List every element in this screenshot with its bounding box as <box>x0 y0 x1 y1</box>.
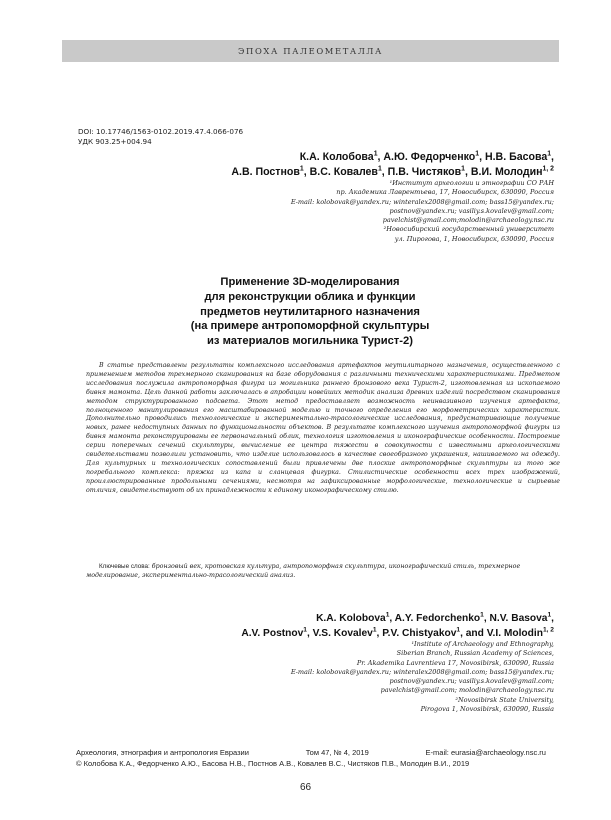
article-title <box>110 275 510 349</box>
doi-line: DOI: 10.17746/1563-0102.2019.47.4.066-076 <box>78 127 244 136</box>
affiliations-ru <box>291 179 554 244</box>
footer-journal-row <box>76 748 546 759</box>
authors-ru-line1: К.А. Колобова$^1$, А.Ю. Федорченко$^1$, Н.В. Басова$^1$, <box>299 150 554 163</box>
author-name: П.В. Чистяков <box>387 166 462 178</box>
affil-line: E-mail: kolobovak@yandex.ru; winteralex2008@gmail.com; bass15@yandex.ru; <box>290 667 554 676</box>
title-line: предметов неутилитарного назначения <box>200 305 420 318</box>
affil-line: pavelchist@gmail.com;molodin@archaeology.nsc.ru <box>382 216 554 225</box>
udc-line: УДК 903.25+004.94 <box>78 136 152 146</box>
affil-sup: 1 <box>373 150 378 158</box>
authors-en-line2: A.V. Postnov$^1$, V.S. Kovalev$^1$, P.V. Chistyakov$^1$, and V.I. Molodin$^{1, 2}$ <box>241 626 554 639</box>
author-name: K.A. Kolobova <box>316 613 386 624</box>
affil-line: ²Новосибирский государственный университет <box>383 225 554 234</box>
journal-volume: Том 47, № 4, 2019 <box>305 748 369 757</box>
affil-sup: 1 <box>377 165 382 173</box>
title-line: Применение 3D-моделирования <box>220 276 400 288</box>
author-name: В.И. Молодин <box>470 166 543 178</box>
affil-line: ул. Пирогова, 1, Новосибирск, 630090, Россия <box>394 234 554 243</box>
author-name: A.V. Postnov <box>241 627 304 639</box>
affil-sup: 1 <box>475 150 480 158</box>
affil-sup: 1 <box>456 626 461 634</box>
author-name: А.В. Постнов <box>231 166 300 178</box>
abstract: В статье представлены результаты комплексного исследования артефактов неутилитарного назначения, осуществленного с применением методов трехмерного сканирования на базе оборудования с различными техническими характеристиками. Предметом исследования послужила антропоморфная фигура из могильника раннего бронзового века Турист-2, изготовленная из ископаемого бивня мамонта. Цель данной работы заключалась в апробации новейших методик анализа древних изделий посредством сканирования методом структурированного подсвета. Этот метод предоставляет возможность неинвазивного изучения артефакта, полноценного манипулирования его масштабированной моделью и точного определения его морфометрических характеристик. Дополнительно проводились технологические и экспериментально-трасологические исследования, предусматривающие получение новых, ранее недоступных данных по функциональности объектов. В результате комплексного изучения антропоморфной фигуры из бивня мамонта реконструированы ее первоначальный облик, технология изготовления и иконографические особенности. Построение серии поперечных сечений скульптуры, вычисление ее центра тяжести в совокупности с известными археологическими свидетельствами позволили установить, что изделие использовалось в качестве своеобразного украшения, нашиваемого на одежду. Для культурных и технологических сопоставлений были привлечены две плоские антропоморфные скульптуры из того же погребального комплекса: пряжка из капа и сланцевая фигурка. Стилистические особенности всех трех изображений, проиллюстрированные продольными сечениями, несмотря на зафиксированные морфологические, технологические и сырьевые отличия, свидетельствуют об их принадлежности к единому иконографическому стилю. <box>86 362 560 494</box>
affil-line: ¹Institute of Archaeology and Ethnography, <box>411 640 554 648</box>
affil-line: Siberian Branch, Russian Academy of Sciences, <box>396 649 554 658</box>
author-name: Н.В. Басова <box>484 151 548 163</box>
affil-sup: 1 <box>299 165 304 173</box>
author-name: A.Y. Fedorchenko <box>394 613 481 624</box>
affil-line: пр. Академика Лаврентьева, 17, Новосибирск, 630090, Россия <box>336 188 554 197</box>
authors-en-line1: K.A. Kolobova$^1$, A.Y. Fedorchenko$^1$, N.V. Basova$^1$, <box>316 611 554 624</box>
copyright-line: © Колобова К.А., Федорченко А.Ю., Басова Н.В., Постнов А.В., Ковалев В.С., Чистяков П.В., Молодин В.И., 2019 <box>76 758 470 768</box>
title-line: (на примере антропоморфной скульптуры <box>190 320 430 333</box>
affil-sup: 1 <box>480 611 484 619</box>
authors-ru-line2: А.В. Постнов$^1$, В.С. Ковалев$^1$, П.В. Чистяков$^1$, В.И. Молодин$^{1, 2}$ <box>231 165 554 178</box>
journal-name: Археология, этнография и антропология Евразии <box>76 748 249 757</box>
affil-line: postnov@yandex.ru; vasiliy.s.kovalev@gmail.com; <box>389 206 554 215</box>
footer <box>76 748 546 769</box>
section-title: ЭПОХА ПАЛЕОМЕТАЛЛА <box>238 46 383 56</box>
author-name: А.Ю. Федорченко <box>383 151 476 163</box>
author-name: N.V. Basova <box>489 613 548 624</box>
author-name: P.V. Chistyakov <box>382 627 457 639</box>
authors-ru <box>231 150 554 180</box>
affil-sup: 1 <box>385 611 390 619</box>
page-number: 66 <box>299 782 312 793</box>
and-word: and <box>465 627 484 639</box>
affil-line: pavelchist@gmail.com; molodin@archaeology.nsc.ru <box>380 686 554 695</box>
author-name: В.С. Ковалев <box>309 166 378 178</box>
affil-sup: 1 <box>461 165 465 173</box>
section-header-band <box>62 40 559 62</box>
authors-en <box>241 612 554 641</box>
affil-line: postnov@yandex.ru; vasiliy.s.kovalev@gmail.com; <box>389 677 554 686</box>
affil-line: Pirogova 1, Novosibirsk, 630090, Russia <box>420 705 554 714</box>
author-name: К.А. Колобова <box>299 151 374 163</box>
affil-sup: 1 <box>372 626 377 634</box>
doi-block <box>78 127 243 146</box>
keywords-label: Ключевые слова: <box>99 563 150 570</box>
title-line: для реконструкции облика и функции <box>204 290 416 303</box>
affil-line: ¹Институт археологии и этнографии СО РАН <box>389 179 554 187</box>
affil-sup: 1, 2 <box>542 165 554 173</box>
affil-sup: 1 <box>303 626 307 634</box>
author-name: V.I. Molodin <box>486 627 543 639</box>
affiliations-en <box>291 640 554 714</box>
keywords-text: бронзовый век, кротовская культура, антропоморфная скульптура, иконографический стиль, трехмерное моделирование, экспериментально-трасологический анализ. <box>86 563 521 579</box>
affil-line: ²Novosibirsk State University, <box>455 695 554 704</box>
affil-sup: 1 <box>547 150 552 158</box>
affil-line: E-mail: kolobovak@yandex.ru; winteralex2008@gmail.com; bass15@yandex.ru; <box>290 197 554 206</box>
affil-line: Pr. Akademika Lavrentieva 17, Novosibirsk, 630090, Russia <box>356 658 554 667</box>
affil-sup: 1 <box>547 611 552 619</box>
keywords <box>86 563 560 581</box>
journal-email: E-mail: eurasia@archaeology.nsc.ru <box>425 748 546 757</box>
title-line: из материалов могильника Турист-2) <box>207 335 413 348</box>
affil-sup: 1, 2 <box>542 626 554 634</box>
author-name: V.S. Kovalev <box>312 627 373 639</box>
